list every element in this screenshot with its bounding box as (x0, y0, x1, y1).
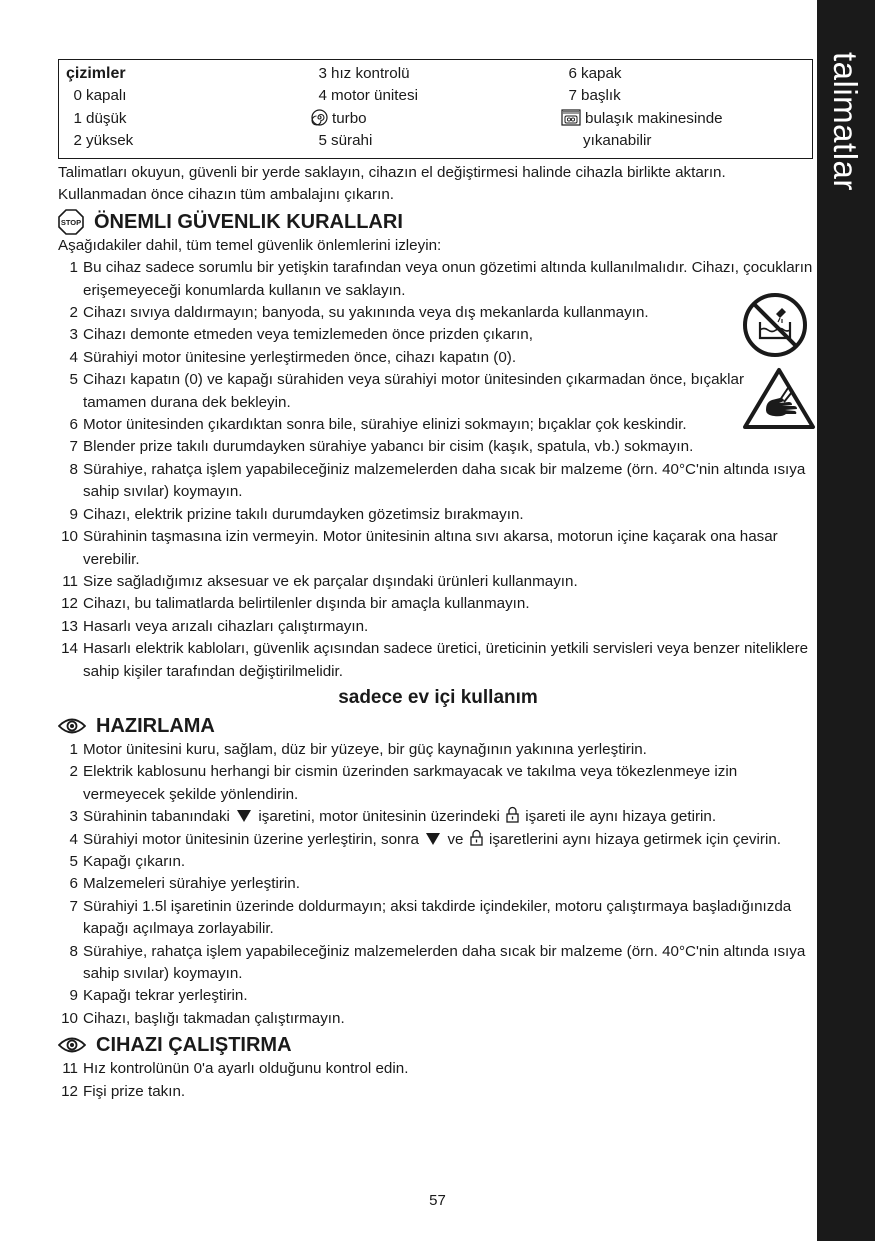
list-item: 8 Sürahiye, rahatça işlem yapabileceğiniz malzemelerden daha sıcak bir malzeme (örn. 40°C'nin altında ısıya sahip sıvılar) koymayın. (69, 460, 806, 501)
legend-title: çizimler (66, 65, 126, 82)
list-item: 4 Sürahiyi motor ünitesine yerleştirmeden önce, cihazı kapatın (0). (69, 348, 517, 366)
household-use-title: sadece ev içi kullanım (338, 686, 538, 708)
legend-item: 1 düşük (73, 109, 127, 127)
list-item: 1 Motor ünitesini kuru, sağlam, düz bir yüzeye, bir güç kaynağının yakınına yerleştirin. (69, 740, 647, 758)
legend-column-2 (311, 63, 418, 153)
operation-list (58, 1058, 818, 1103)
list-item: 8 Sürahiye, rahatça işlem yapabileceğiniz malzemelerden daha sıcak bir malzeme (örn. 40°C'nin altında ısıya sahip sıvılar) koymayın. (69, 942, 806, 982)
side-tab (817, 0, 875, 1241)
list-item: 5 Kapağı çıkarın. (69, 852, 186, 870)
operation-heading (58, 1032, 818, 1058)
list-item: 14 Hasarlı elektrik kabloları, güvenlik açısından sadece üretici, üreticinin yetkili servisleri veya benzer niteliklere sahip kişiler tarafından değiştirilmelidir. (61, 640, 809, 680)
list-item: 6 Motor ünitesinden çıkardıktan sonra bile, sürahiye elinizi sokmayın; bıçaklar çok keskindir. (69, 416, 687, 434)
eye-icon (58, 1036, 86, 1054)
legend-item: 5 sürahi (318, 132, 373, 150)
list-item: 7 Sürahiyi 1.5l işaretinin üzerinde doldurmayın; aksi takdirde içindekiler, motoru çalıştırmaya başladığınızda kapağı açılmaya zorlayabilir. (69, 897, 792, 938)
list-item: 1 Bu cihaz sadece sorumlu bir yetişkin tarafından veya onun gözetimi altında kullanılmalıdır. Cihazı, çocukların erişemeyeceği konumlarda kullanın ve saklayın. (69, 259, 813, 299)
preparation-heading (58, 713, 818, 739)
list-item: 10 Sürahinin taşmasına izin vermeyin. Motor ünitesinin altına sıvı akarsa, motorun içine kaçarak ona hasar verebilir. (61, 528, 778, 568)
dishwasher-icon (561, 109, 581, 133)
eye-icon (58, 717, 86, 735)
legend-item: 4 motor ünitesi (318, 87, 418, 105)
list-item: 9 Kapağı tekrar yerleştirin. (69, 987, 248, 1005)
list-item: 4 Sürahiyi motor ünitesinin üzerine yerleştirin, sonra ve işaretlerini aynı hizaya getirmek için çevirin. (69, 830, 782, 848)
list-item: 7 Blender prize takılı durumdayken sürahiye yabancı bir cisim (kaşık, spatula, vb.) sokmayın. (69, 438, 694, 456)
legend-item: 7 başlık (568, 87, 621, 105)
list-item: 9 Cihazı, elektrik prizine takılı durumdayken gözetimsiz bırakmayın. (69, 505, 524, 523)
triangle-marker-icon (425, 832, 441, 846)
legend-column-3 (561, 63, 723, 153)
list-item: 11 Hız kontrolünün 0'a ayarlı olduğunu kontrol edin. (62, 1060, 409, 1078)
padlock-icon (470, 829, 483, 846)
list-item: 11 Size sağladığımız aksesuar ve ek parçalar dışındaki ürünleri kullanmayın. (62, 572, 578, 590)
legend-item: 3 hız kontrolü (318, 65, 410, 82)
legend-item: 6 kapak (568, 65, 622, 82)
list-item: 12 Cihazı, bu talimatlarda belirtilenler dışında bir amaçla kullanmayın. (61, 595, 530, 613)
list-item: 2 Cihazı sıvıya daldırmayın; banyoda, su yakınında veya dış mekanlarda kullanmayın. (69, 304, 649, 322)
legend-item: bulaşık makinesinde (561, 108, 723, 130)
legend-item: 2 yüksek (73, 132, 134, 150)
illustrations-legend (58, 59, 813, 159)
list-item: 10 Cihazı, başlığı takmadan çalıştırmayın. (61, 1009, 345, 1027)
list-item: 12 Fişi prize takın. (61, 1082, 186, 1100)
page-number: 57 (429, 1192, 446, 1209)
side-tab-label: talimatlar (827, 52, 864, 191)
preparation-list (58, 739, 818, 1030)
padlock-icon (506, 806, 519, 823)
safety-lead: Aşağıdakiler dahil, tüm temel güvenlik önlemlerini izleyin: (58, 236, 442, 254)
intro-paragraph: Talimatları okuyun, güvenli bir yerde saklayın, cihazın el değiştirmesi halinde cihazla birlikte aktarın. Kullanmadan önce cihazın tüm ambalajını çıkarın. (58, 164, 726, 204)
safety-list (58, 257, 818, 683)
triangle-marker-icon (236, 809, 252, 823)
list-item: 3 Sürahinin tabanındaki işaretini, motor ünitesinin üzerindeki işareti ile aynı hizaya getirin. (69, 808, 717, 826)
legend-column-1 (66, 63, 133, 153)
safety-title: ÖNEMLI GÜVENLIK KURALLARI (94, 210, 403, 233)
stop-icon (58, 209, 84, 235)
list-item: 3 Cihazı demonte etmeden veya temizlemeden önce prizden çıkarın, (69, 326, 533, 344)
operation-title: CIHAZI ÇALIŞTIRMA (96, 1034, 292, 1057)
safety-heading (58, 209, 818, 235)
stop-icon-label: STOP (60, 217, 82, 227)
legend-item: yıkanabilir (583, 132, 652, 150)
preparation-title: HAZIRLAMA (96, 714, 215, 737)
list-item: 2 Elektrik kablosunu herhangi bir cismin üzerinden sarkmayacak ve takılma veya tökezlenmeye izin vermeyecek şekilde yönlendirin. (69, 763, 738, 803)
legend-item: 0 kapalı (73, 87, 127, 105)
legend-item: turbo (311, 108, 418, 130)
list-item: 13 Hasarlı veya arızalı cihazları çalıştırmayın. (61, 617, 369, 635)
list-item: 6 Malzemeleri sürahiye yerleştirin. (69, 875, 300, 893)
instructions-content (58, 162, 818, 1103)
list-item: 5 Cihazı kapatın (0) ve kapağı sürahiden veya sürahiyi motor ünitesinden çıkarmadan önce, bıçaklar tamamen durana dek bekleyin. (69, 371, 745, 411)
